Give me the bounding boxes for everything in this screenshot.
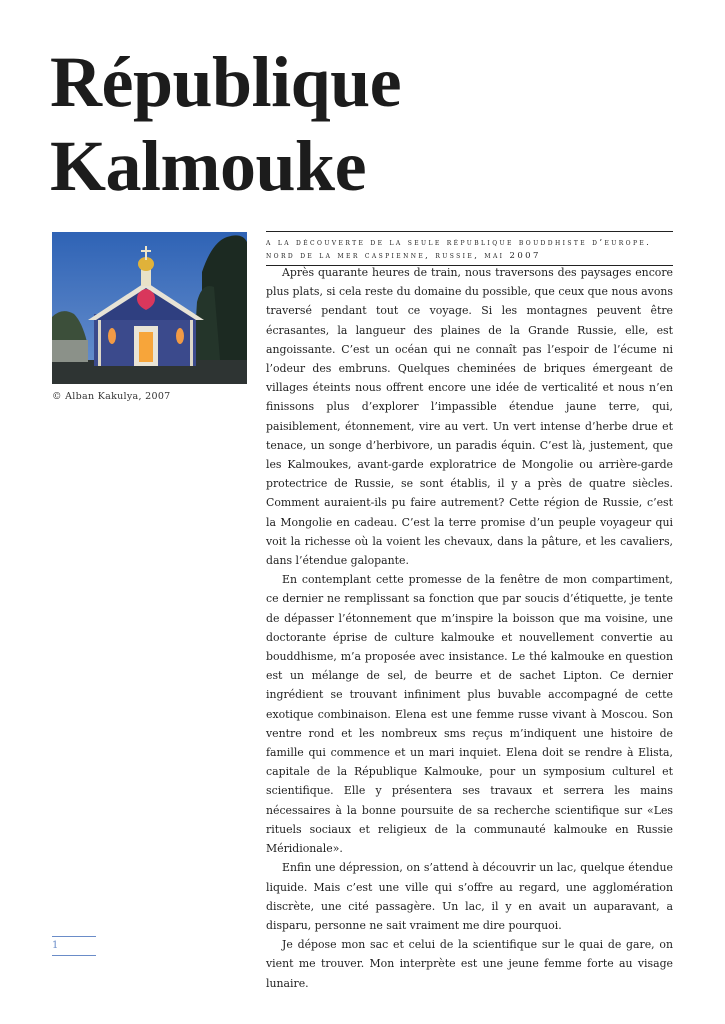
paragraph-4: Je dépose mon sac et celui de la scientifique sur le quai de gare, on vient me trouver. Mon interprète est une jeune femme forte au visage lunaire. xyxy=(266,938,673,990)
paragraph-3: Enfin une dépression, on s’attend à découvrir un lac, quelque étendue liquide. Mais c’est une ville qui s’offre au regard, une agglomération discrète, une cité passagère. Un lac, il y en avait un auparavant, a disparu, personne ne sait vraiment me dire pourquoi. xyxy=(266,861,673,932)
title-line-1: République xyxy=(50,42,402,122)
subtitle-line-2: nord de la mer caspienne, russie, mai 2007 xyxy=(266,250,541,261)
article-subtitle xyxy=(266,231,673,266)
folio-rule-top xyxy=(52,936,96,937)
church-photo xyxy=(52,232,247,384)
paragraph-2: En contemplant cette promesse de la fenêtre de mon compartiment, ce dernier ne remplissant sa fonction que par soucis d’étiquette, je tente de dépasser l’étonnement que m’inspire la boisson que ma voisine, une doctorante éprise de culture kalmouke et nouvellement convertie au bouddhisme, m’a proposée avec insistance. Le thé kalmouke en question est un mélange de sel, de beurre et de sachet Lipton. Ce dernier ingrédient se trouvant infiniment plus buvable accompagné de cette exotique combinaison. Elena est une femme russe vivant à Moscou. Son ventre rond et les nombreux sms reçus m’indiquent une histoire de famille qui commence et un mari inquiet. Elena doit se rendre à Elista, capitale de la République Kalmouke, pour un symposium culturel et scientifique. Elle y présentera ses travaux et serrera les mains nécessaires à la bonne poursuite de sa recherche scientifique sur «Les rituels sociaux et religieux de la communauté kalmouke en Russie Méridionale». xyxy=(266,573,673,856)
article-title xyxy=(50,40,401,208)
subtitle-line-1: a la découverte de la seule république bouddhiste d’europe. xyxy=(266,238,652,248)
title-line-2: Kalmouke xyxy=(50,126,367,206)
page-number: 1 xyxy=(52,940,59,951)
folio-rule-bottom xyxy=(52,955,96,956)
paragraph-1: Après quarante heures de train, nous traversons des paysages encore plus plats, si cela reste du domaine du possible, que ceux que nous avons traversé pendant tout ce voyage. Si les montagnes peuvent être écrasantes, la langueur des plaines de la Grande Russie, elle, est angoissante. C’est un océan qui ne connaît pas l’espoir de l’écume ni l’odeur des embruns. Quelques cheminées de briques émergeant de villages éteints nous offrent encore une idée de verticalité et nous n’en finissons plus d’explorer l’impassible étendue jaune terre, qui, paisiblement, étonnement, vire au vert. Un vert intense d’herbe drue et tenace, un songe d’herbivore, un paradis équin. C’est là, justement, que les Kalmoukes, avant-garde exploratrice de Mongolie ou arrière-garde protectrice de Russie, se sont établis, il y a près de quatre siècles. Comment auraient-ils pu faire autrement? Cette région de Russie, c’est la Mongolie en cadeau. C’est la terre promise d’un peuple voyageur qui voit la richesse où la voient les chevaux, dans la pâture, et les cavaliers, dans l’étendue galopante. xyxy=(266,266,673,568)
article-body xyxy=(266,263,673,993)
photo-credit: © Alban Kakulya, 2007 xyxy=(52,391,171,402)
